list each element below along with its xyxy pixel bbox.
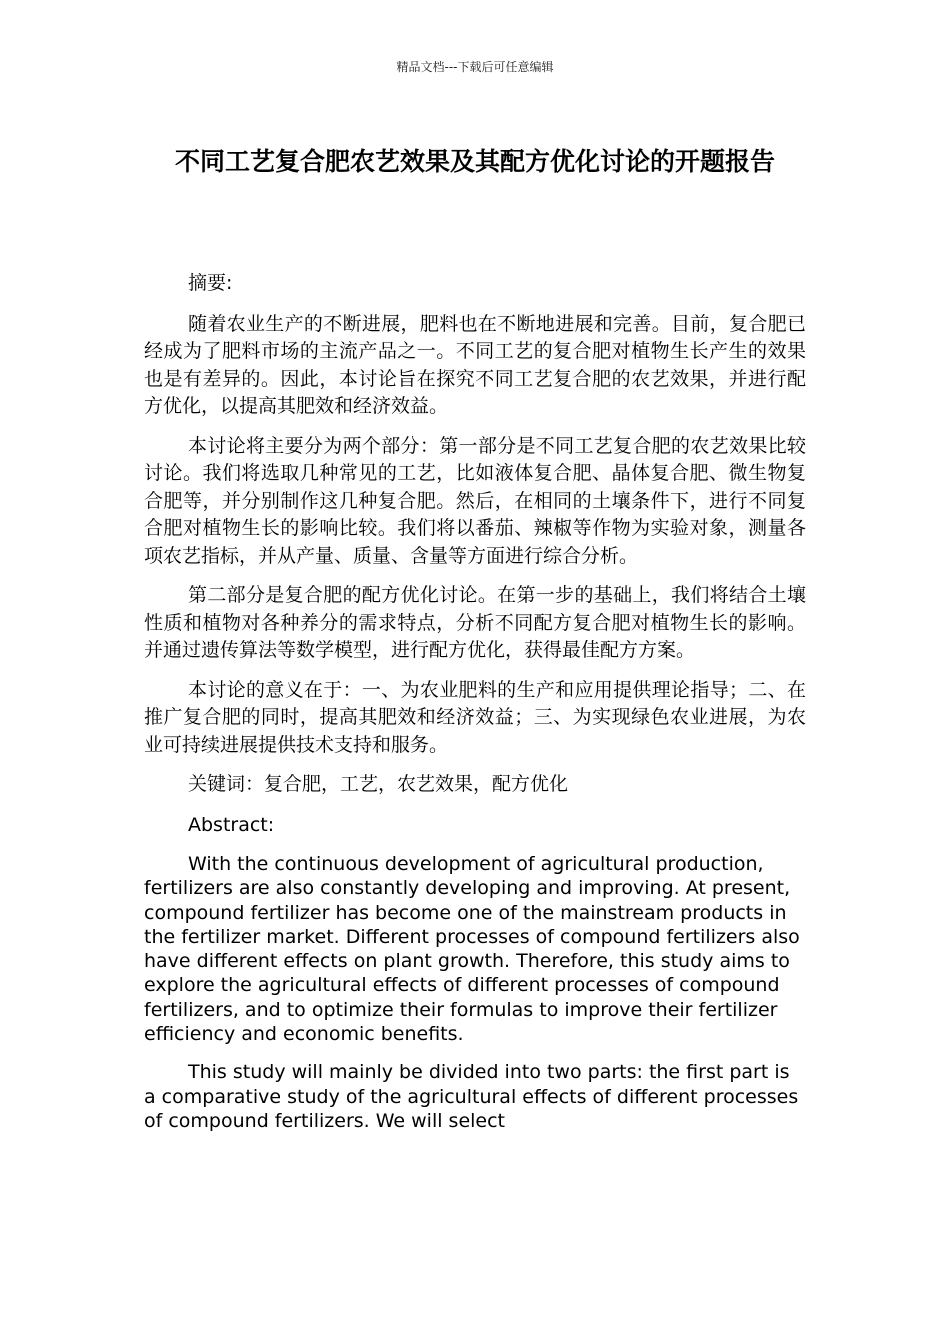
document-title: 不同工艺复合肥农艺效果及其配方优化讨论的开题报告 xyxy=(174,147,775,176)
paragraph-en-2: This study will mainly be divided into two parts: the first part is a comparative study of the agricultural effects of different processes of compound fertilizers. We will select xyxy=(144,1061,799,1132)
abstract-en-label: Abstract: xyxy=(188,813,275,836)
paragraph-en-1: With the continuous development of agricultural production, fertilizers are also constantly developing and improving. At present, compound fertilizer has become one of the mainstream products in the fertilizer market. Different processes of compound fertilizers also have different effects on plant growth. Therefore, this study aims to explore the agricultural effects of different processes of compound fertilizers, and to optimize their formulas to improve their fertilizer efficiency and economic benefits. xyxy=(144,853,800,1046)
header-note: 精品文档---下载后可任意编辑 xyxy=(396,60,554,74)
abstract-cn-label: 摘要: xyxy=(188,272,233,294)
paragraph-cn-4: 本讨论的意义在于：一、为农业肥料的生产和应用提供理论指导；二、在推广复合肥的同时，提高其肥效和经济效益；三、为实现绿色农业进展，为农业可持续进展提供技术支持和服务。 xyxy=(144,678,806,756)
keywords-cn: 关键词：复合肥，工艺，农艺效果，配方优化 xyxy=(188,773,569,795)
paragraph-cn-3: 第二部分是复合肥的配方优化讨论。在第一步的基础上，我们将结合土壤性质和植物对各种养分的需求特点，分析不同配方复合肥对植物生长的影响。并通过遗传算法等数学模型，进行配方优化，获得最佳配方方案。 xyxy=(144,584,806,661)
paragraph-cn-2: 本讨论将主要分为两个部分：第一部分是不同工艺复合肥的农艺效果比较讨论。我们将选取几种常见的工艺，比如液体复合肥、晶体复合肥、微生物复合肥等，并分别制作这几种复合肥。然后，在相同的土壤条件下，进行不同复合肥对植物生长的影响比较。我们将以番茄、辣椒等作物为实验对象，测量各项农艺指标，并从产量、质量、含量等方面进行综合分析。 xyxy=(144,434,806,567)
document-body xyxy=(144,270,806,1147)
paragraph-cn-1: 随着农业生产的不断进展，肥料也在不断地进展和完善。目前，复合肥已经成为了肥料市场的主流产品之一。不同工艺的复合肥对植物生长产生的效果也是有差异的。因此，本讨论旨在探究不同工艺复合肥的农艺效果，并进行配方优化，以提高其肥效和经济效益。 xyxy=(144,312,806,417)
